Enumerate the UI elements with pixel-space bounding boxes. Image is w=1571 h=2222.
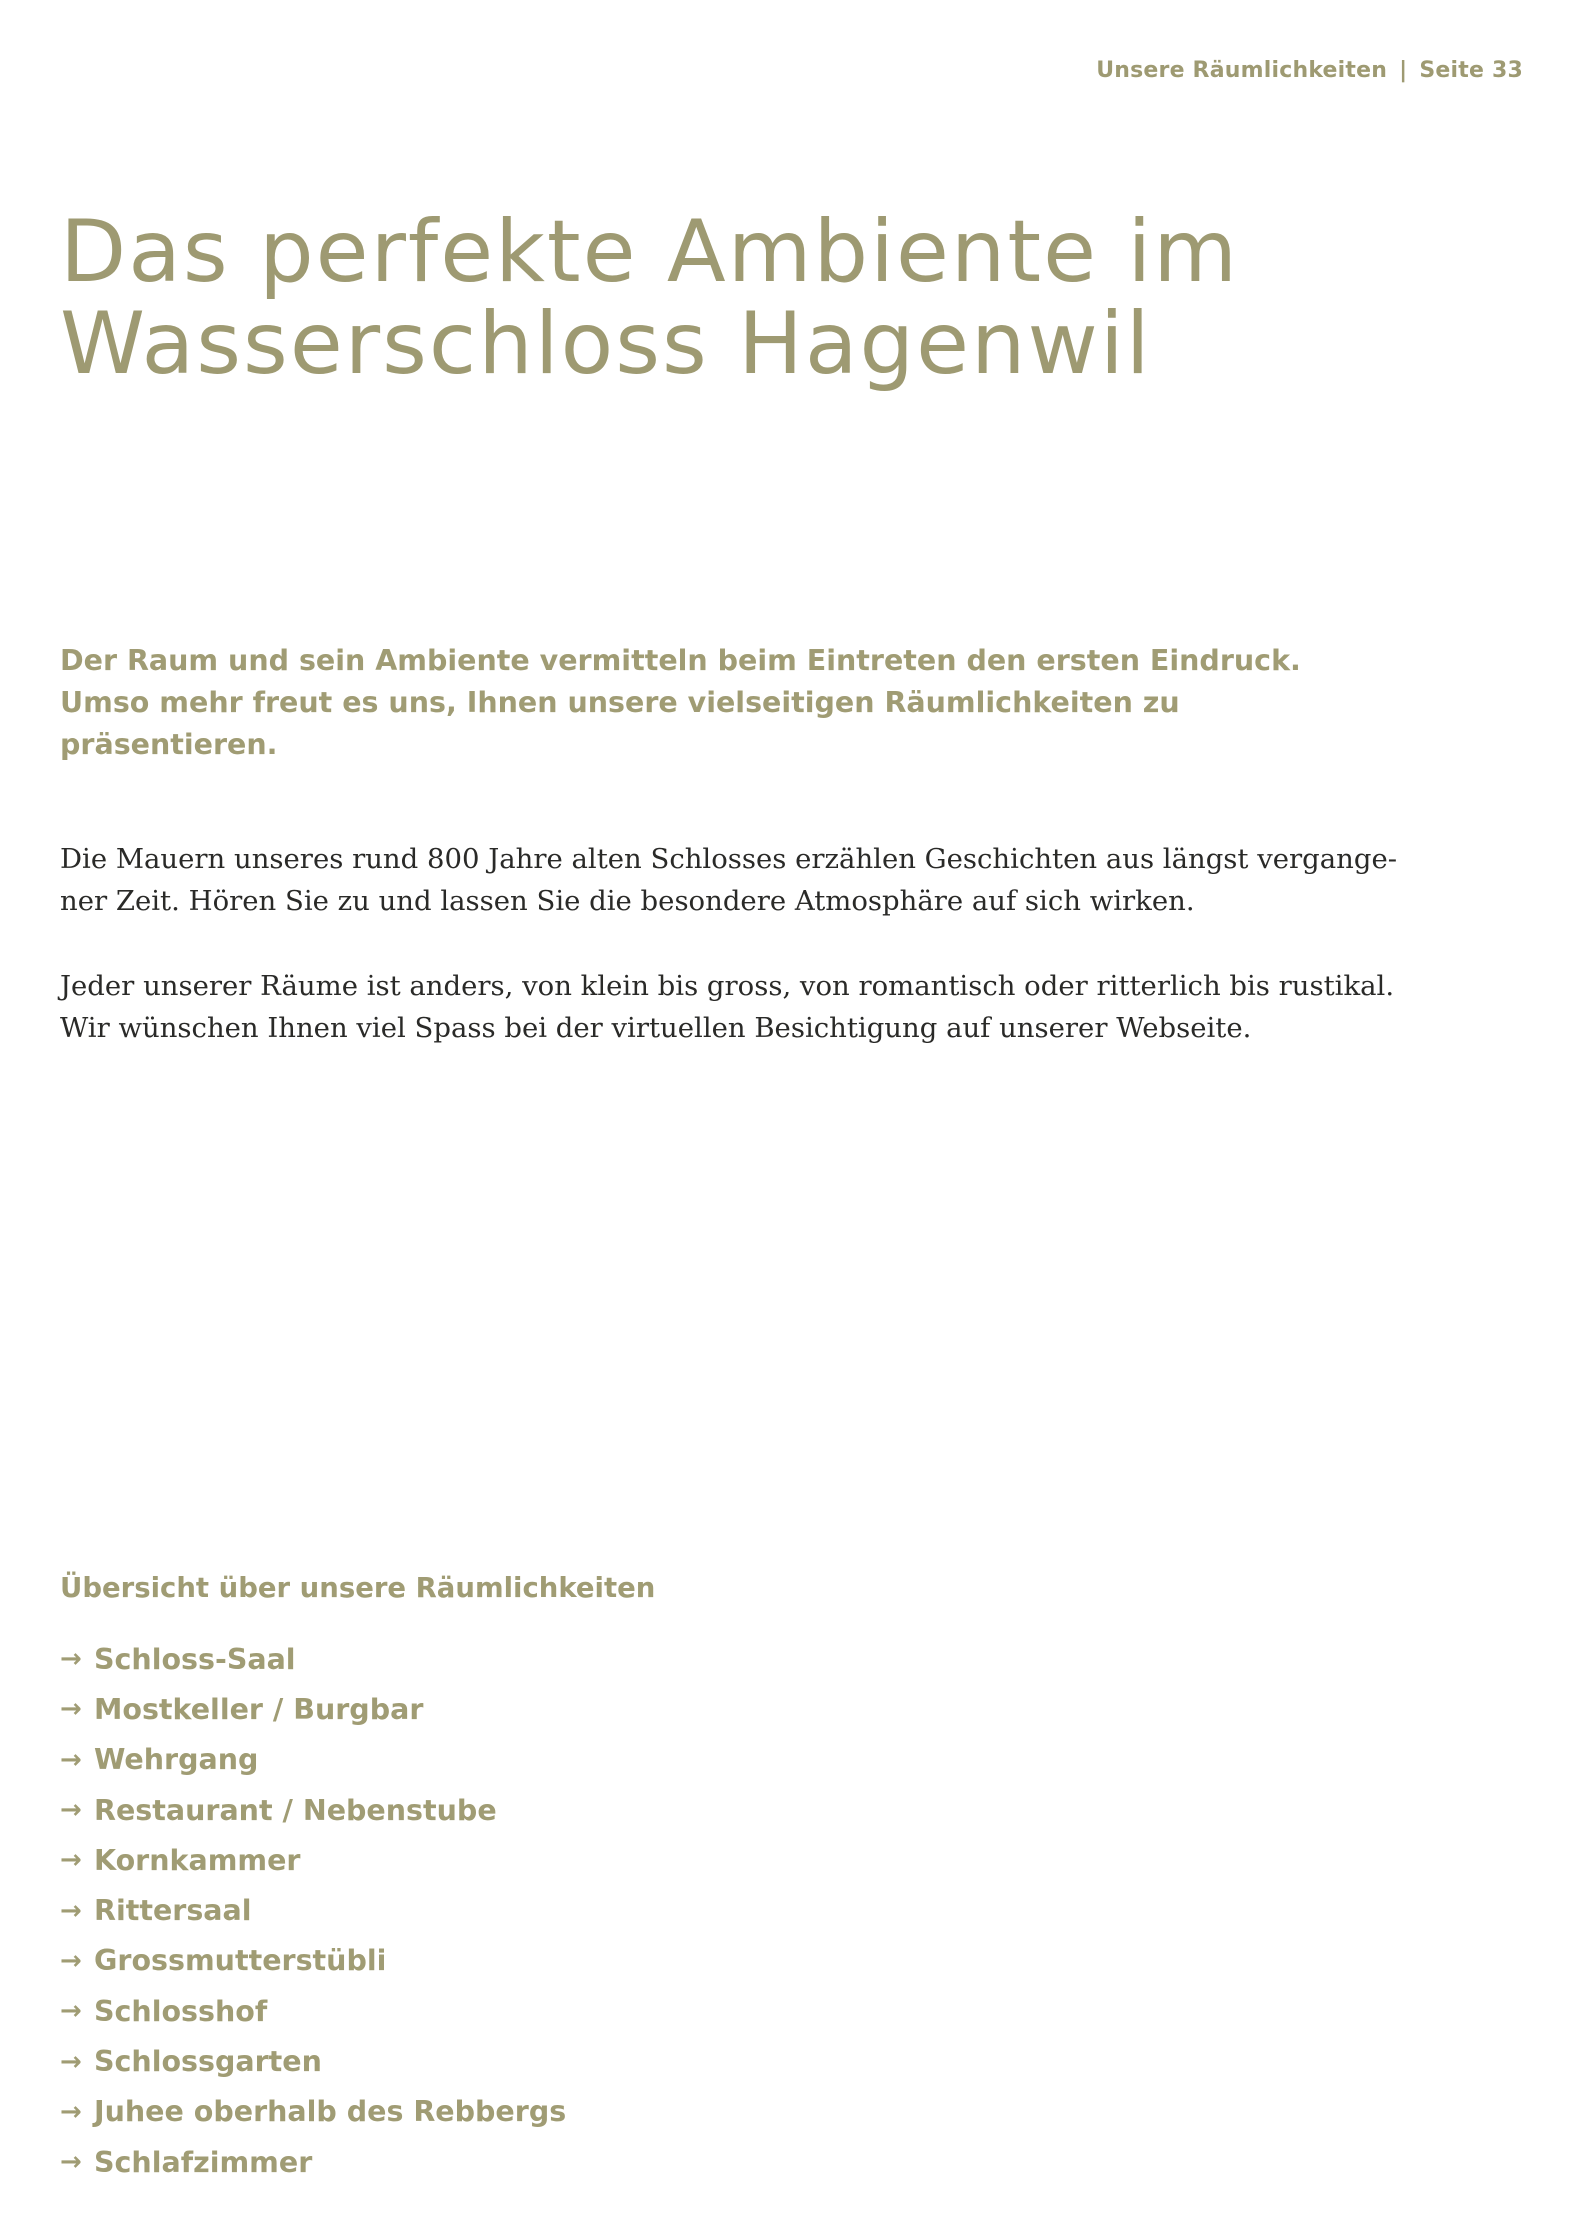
lead-line-2: Umso mehr freut es uns, Ihnen unsere vielseitigen Räumlichkeiten zu — [60, 686, 1180, 719]
lead-paragraph — [60, 640, 1400, 766]
page-header — [1096, 58, 1523, 83]
room-link-label: Schlosshof — [94, 1994, 268, 2028]
room-link-rittersaal[interactable] — [60, 1885, 566, 1935]
arrow-right-icon: → — [60, 1996, 82, 2027]
arrow-right-icon: → — [60, 1895, 82, 1926]
room-link-label: Rittersaal — [94, 1894, 252, 1928]
header-page-number: Seite 33 — [1419, 58, 1523, 83]
arrow-right-icon: → — [60, 1644, 82, 1675]
room-link-schlafzimmer[interactable] — [60, 2137, 566, 2187]
room-link-label: Kornkammer — [94, 1843, 301, 1877]
body-paragraph-1-line-2: ner Zeit. Hören Sie zu und lassen Sie die besondere Atmosphäre auf sich wirken. — [60, 885, 1195, 917]
room-link-grossmutterstuebli[interactable] — [60, 1936, 566, 1986]
room-link-label: Mostkeller / Burgbar — [94, 1692, 424, 1726]
room-link-label: Grossmutterstübli — [94, 1944, 387, 1978]
room-link-label: Juhee oberhalb des Rebbergs — [94, 2095, 567, 2129]
arrow-right-icon: → — [60, 2096, 82, 2127]
room-link-schlosshof[interactable] — [60, 1986, 566, 2036]
header-separator: | — [1399, 58, 1408, 83]
room-link-label: Wehrgang — [94, 1743, 259, 1777]
arrow-right-icon: → — [60, 1795, 82, 1826]
room-link-label: Schlafzimmer — [94, 2145, 313, 2179]
room-link-kornkammer[interactable] — [60, 1835, 566, 1885]
room-list — [60, 1634, 566, 2187]
overview-heading: Übersicht über unsere Räumlichkeiten — [60, 1572, 656, 1604]
lead-line-1: Der Raum und sein Ambiente vermitteln beim Eintreten den ersten Eindruck. — [60, 644, 1301, 677]
page-title — [60, 202, 1240, 394]
room-link-label: Schloss-Saal — [94, 1642, 296, 1676]
body-paragraph-1-line-1: Die Mauern unseres rund 800 Jahre alten Schlosses erzählen Geschichten aus längst vergange- — [60, 843, 1398, 875]
room-link-wehrgang[interactable] — [60, 1735, 566, 1785]
room-link-restaurant-nebenstube[interactable] — [60, 1785, 566, 1835]
lead-line-3: präsentieren. — [60, 728, 278, 761]
header-section-title: Unsere Räumlichkeiten — [1096, 58, 1388, 83]
body-paragraph-2-line-1: Jeder unserer Räume ist anders, von klein bis gross, von romantisch oder ritterlich bis rustikal. — [60, 970, 1395, 1002]
room-link-label: Restaurant / Nebenstube — [94, 1793, 497, 1827]
body-paragraph-1 — [60, 838, 1440, 922]
room-link-schlossgarten[interactable] — [60, 2036, 566, 2086]
arrow-right-icon: → — [60, 1845, 82, 1876]
arrow-right-icon: → — [60, 1945, 82, 1976]
body-paragraph-2-line-2: Wir wünschen Ihnen viel Spass bei der virtuellen Besichtigung auf unserer Webseite. — [60, 1012, 1252, 1044]
room-link-schloss-saal[interactable] — [60, 1634, 566, 1684]
room-link-juhee[interactable] — [60, 2087, 566, 2137]
arrow-right-icon: → — [60, 1744, 82, 1775]
arrow-right-icon: → — [60, 1694, 82, 1725]
arrow-right-icon: → — [60, 2046, 82, 2077]
page-title-line-1: Das perfekte Ambiente im — [60, 202, 1240, 302]
room-link-label: Schlossgarten — [94, 2045, 322, 2079]
body-paragraph-2 — [60, 965, 1440, 1049]
arrow-right-icon: → — [60, 2147, 82, 2178]
room-link-mostkeller-burgbar[interactable] — [60, 1684, 566, 1734]
page-title-line-2: Wasserschloss Hagenwil — [60, 294, 1152, 394]
